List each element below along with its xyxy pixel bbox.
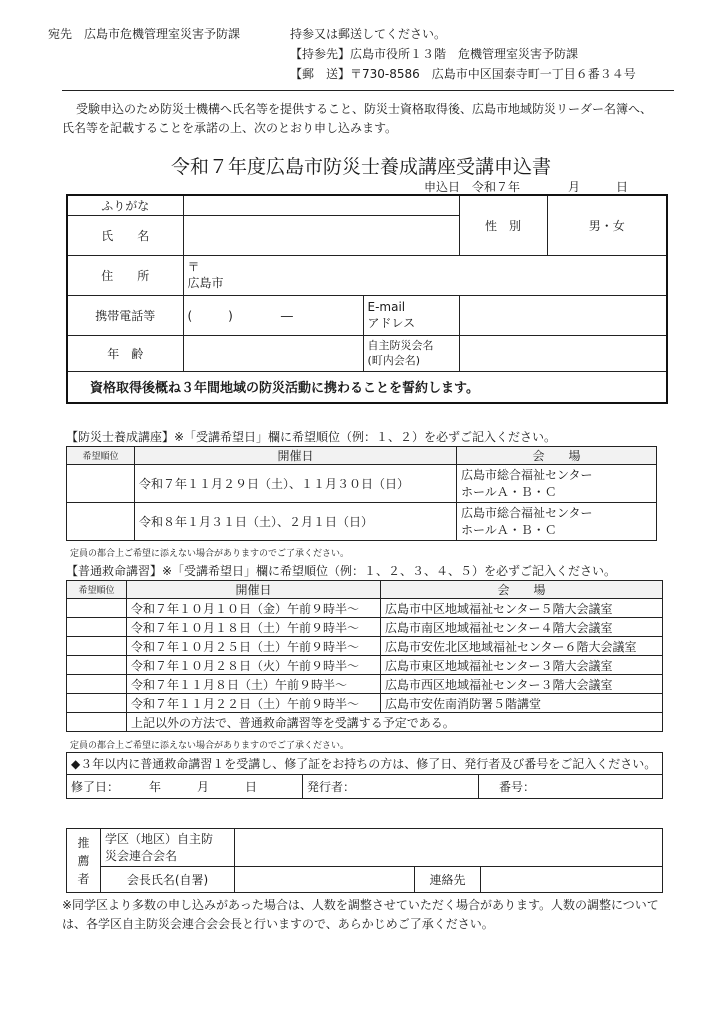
footer-note: ※同学区より多数の申し込みがあった場合は、人数を調整させていただく場合があります。人数の調整については、各学区自主防災会連合会会長と行いますので、あらかじめご了承ください。 bbox=[62, 898, 659, 931]
table-row bbox=[67, 465, 657, 503]
mail-address: 【郵 送】〒730-8586 広島市中区国泰寺町一丁目６番３４号 bbox=[290, 67, 636, 81]
course2-date: 令和７年１０月１８日（土）午前９時半～ bbox=[127, 618, 381, 637]
table-row bbox=[67, 713, 663, 732]
name-field[interactable] bbox=[183, 215, 459, 255]
course2-priority-input[interactable] bbox=[67, 694, 127, 713]
course2-priority-input[interactable] bbox=[67, 618, 127, 637]
course2-table bbox=[66, 580, 663, 732]
course2-venue: 広島市安佐南消防署５階講堂 bbox=[381, 694, 663, 713]
certificate-notice: ◆３年以内に普通救命講習１を受講し、修了証をお持ちの方は、修了日、発行者及び番号をご記入ください。 bbox=[67, 753, 663, 775]
course2-note: 定員の都合上ご希望に添えない場合がありますのでご了承ください。 bbox=[70, 741, 350, 751]
table-row bbox=[67, 503, 657, 541]
address-label: 住 所 bbox=[67, 255, 183, 295]
course2-priority-input[interactable] bbox=[67, 675, 127, 694]
header-divider bbox=[62, 90, 674, 91]
course2-venue: 広島市中区地域福祉センター５階大会議室 bbox=[381, 599, 663, 618]
email-label: E-mail アドレス bbox=[363, 295, 459, 335]
address-field[interactable] bbox=[183, 255, 667, 295]
name-label: 氏 名 bbox=[67, 215, 183, 255]
course2-heading: 【普通救命講習】※「受講希望日」欄に希望順位（例：１、２、３、４、５）を必ずご記入ください。 bbox=[66, 564, 617, 578]
venue-line: ホールＡ・Ｂ・Ｃ bbox=[461, 522, 557, 537]
district-label: 学区（地区）自主防 災会連合会名 bbox=[101, 829, 235, 867]
course2-date: 令和７年１０月１０日（金）午前９時半～ bbox=[127, 599, 381, 618]
phone-field[interactable]: ( ) ― bbox=[183, 295, 363, 335]
age-label: 年 齢 bbox=[67, 335, 183, 371]
course1-note: 定員の都合上ご希望に添えない場合がありますのでご了承ください。 bbox=[70, 549, 350, 559]
course1-priority-input[interactable] bbox=[67, 503, 135, 541]
course2-col-venue: 会 場 bbox=[381, 581, 663, 599]
bring-address: 【持参先】広島市役所１３階 危機管理室災害予防課 bbox=[290, 47, 579, 61]
course1-table bbox=[66, 446, 657, 541]
course2-venue: 広島市南区地域福祉センター４階大会議室 bbox=[381, 618, 663, 637]
city-prefix: 広島市 bbox=[187, 276, 224, 290]
org-label: 自主防災会名 (町内会名) bbox=[363, 335, 459, 371]
course2-priority-input[interactable] bbox=[67, 637, 127, 656]
course1-heading: 【防災士養成講座】※「受講希望日」欄に希望順位（例：１、２）を必ずご記入ください。 bbox=[66, 430, 557, 444]
venue-line: 広島市総合福祉センター bbox=[461, 505, 593, 520]
org-field[interactable] bbox=[459, 335, 667, 371]
course2-other-option: 上記以外の方法で、普通救命講習等を受講する予定である。 bbox=[127, 713, 663, 732]
venue-line: ホールＡ・Ｂ・Ｃ bbox=[461, 484, 557, 499]
course1-priority-input[interactable] bbox=[67, 465, 135, 503]
course2-col-date: 開催日 bbox=[127, 581, 381, 599]
course2-priority-input[interactable] bbox=[67, 713, 127, 732]
gender-options[interactable]: 男・女 bbox=[547, 195, 667, 255]
course2-priority-input[interactable] bbox=[67, 656, 127, 675]
district-field[interactable] bbox=[235, 829, 663, 867]
course2-date: 令和７年１１月２２日（土）午前９時半～ bbox=[127, 694, 381, 713]
course2-date: 令和７年１０月２８日（火）午前９時半～ bbox=[127, 656, 381, 675]
course1-col-priority: 希望順位 bbox=[67, 447, 135, 465]
gender-label: 性 別 bbox=[459, 195, 547, 255]
apply-date: 申込日 令和７年 月 日 bbox=[424, 180, 629, 194]
course1-col-venue: 会 場 bbox=[457, 447, 657, 465]
course1-date: 令和７年１１月２９日（土）、１１月３０日（日） bbox=[135, 465, 457, 503]
table-row bbox=[67, 694, 663, 713]
email-field[interactable] bbox=[459, 295, 667, 335]
course2-date: 令和７年１０月２５日（土）午前９時半～ bbox=[127, 637, 381, 656]
table-row bbox=[67, 675, 663, 694]
furigana-field[interactable] bbox=[183, 195, 459, 215]
chair-label: 会長氏名(自署) bbox=[101, 867, 235, 893]
applicant-form bbox=[66, 194, 668, 404]
contact-label: 連絡先 bbox=[415, 867, 481, 893]
submit-method: 持参又は郵送してください。 bbox=[290, 27, 447, 41]
table-row bbox=[67, 637, 663, 656]
certificate-number-field[interactable]: 番号： bbox=[479, 775, 663, 799]
recommender-table bbox=[66, 828, 663, 893]
table-row bbox=[67, 656, 663, 675]
course2-venue: 広島市西区地域福祉センター３階大会議室 bbox=[381, 675, 663, 694]
course2-priority-input[interactable] bbox=[67, 599, 127, 618]
course2-date: 令和７年１１月８日（土）午前９時半～ bbox=[127, 675, 381, 694]
certificate-date-field[interactable]: 修了日： 年 月 日 bbox=[67, 775, 303, 799]
recipient-label: 宛先 広島市危機管理室災害予防課 bbox=[48, 27, 241, 41]
page-title: 令和７年度広島市防災士養成講座受講申込書 bbox=[170, 156, 551, 178]
certificate-issuer-field[interactable]: 発行者： bbox=[303, 775, 479, 799]
table-row bbox=[67, 599, 663, 618]
table-row bbox=[67, 618, 663, 637]
furigana-label: ふりがな bbox=[67, 195, 183, 215]
consent-text: 受験申込のため防災士機構へ氏名等を提供すること、防災士資格取得後、広島市地域防災リーダー名簿へ、氏名等を記載することを承諾の上、次のとおり申し込みます。 bbox=[62, 102, 653, 135]
course2-venue: 広島市東区地域福祉センター３階大会議室 bbox=[381, 656, 663, 675]
contact-field[interactable] bbox=[481, 867, 663, 893]
course1-col-date: 開催日 bbox=[135, 447, 457, 465]
course1-date: 令和８年１月３１日（土）、２月１日（日） bbox=[135, 503, 457, 541]
postal-mark: 〒 bbox=[187, 260, 200, 274]
course1-venue bbox=[457, 465, 657, 503]
certificate-table bbox=[66, 752, 663, 799]
course2-col-priority: 希望順位 bbox=[67, 581, 127, 599]
phone-label: 携帯電話等 bbox=[67, 295, 183, 335]
course1-venue bbox=[457, 503, 657, 541]
recommender-label: 推 薦 者 bbox=[67, 829, 101, 893]
venue-line: 広島市総合福祉センター bbox=[461, 467, 593, 482]
pledge-text: 資格取得後概ね３年間地域の防災活動に携わることを誓約します。 bbox=[67, 371, 667, 403]
age-field[interactable] bbox=[183, 335, 363, 371]
chair-signature-field[interactable] bbox=[235, 867, 415, 893]
course2-venue: 広島市安佐北区地域福祉センター６階大会議室 bbox=[381, 637, 663, 656]
